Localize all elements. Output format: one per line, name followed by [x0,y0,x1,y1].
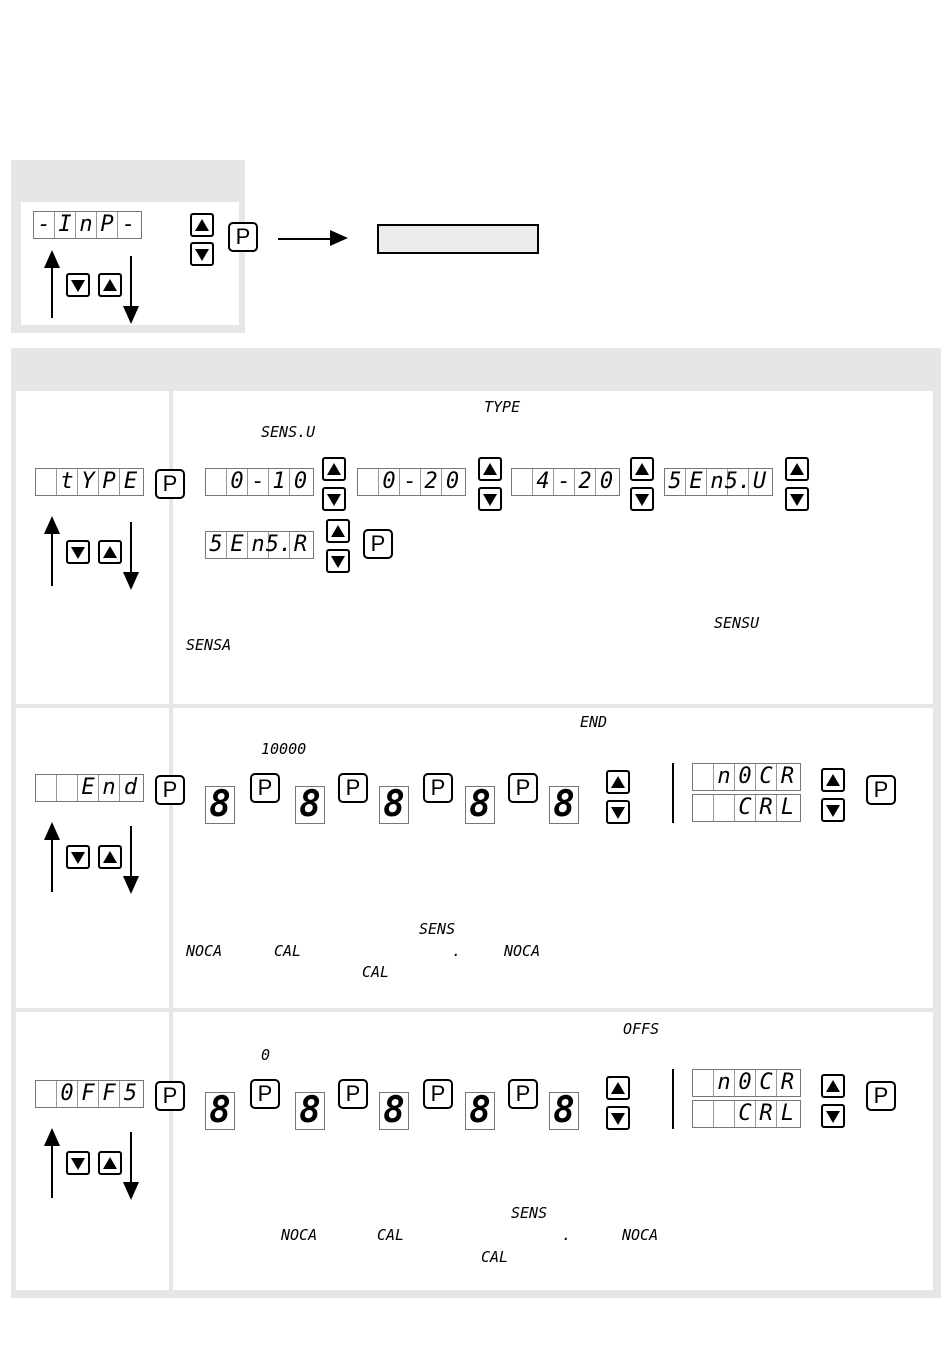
arrow-line [130,522,132,574]
display-digit: L [780,795,795,820]
display-digit [693,1070,714,1096]
offs-display [35,1080,144,1108]
arrow-line [51,838,53,892]
up-key-icon [98,540,122,564]
down-key-icon [66,1151,90,1175]
display-digit: U [752,469,767,494]
display-digit: C [735,1101,756,1127]
note-cal: CAL [274,942,302,960]
display-digit [693,1101,714,1127]
display-digit: 1 [269,469,290,495]
display-digit: 0 [735,764,756,790]
display-digit: 0 [227,469,248,495]
down-key-icon [821,798,845,822]
digit-edit: 8 [295,1092,325,1130]
type-display [35,468,144,496]
display-digit: F [78,1081,99,1107]
display-digit: P [97,212,118,238]
down-key-icon [630,487,654,511]
note-sensu: SENSU [714,614,760,632]
end-mode-noca [692,763,801,791]
type-option-0-20 [357,468,466,496]
p-key-icon: P [155,775,185,805]
type-left-cell [16,391,169,704]
up-key-icon [478,457,502,481]
display-digit: C [756,1070,777,1096]
type-heading: TYPE [484,398,521,416]
display-digit: R [780,764,795,789]
note-cal: CAL [481,1248,509,1266]
arrow-down-icon [123,876,139,894]
display-digit: Y [78,469,99,495]
note-sensa: SENSA [186,636,232,654]
offs-default: 0 [261,1046,271,1064]
display-digit: E [686,469,707,495]
p-key-icon: P [338,1079,368,1109]
separator [672,763,674,823]
display-digit: C [756,764,777,790]
display-digit: E [227,532,248,558]
p-key-icon: P [866,1081,896,1111]
up-key-icon [630,457,654,481]
arrow-line [130,1132,132,1184]
type-option-sensa [205,531,314,559]
digit-edit: 8 [379,786,409,824]
up-key-icon [98,1151,122,1175]
display-digit: 5. [724,469,752,494]
display-digit: 5 [123,1081,138,1106]
display-digit: F [99,1081,120,1107]
digit-edit: 8 [465,786,495,824]
display-digit: C [735,795,756,821]
display-digit: - [34,212,55,238]
up-key-icon [98,273,122,297]
p-key-icon: P [228,222,258,252]
inp-display [33,211,142,239]
end-default: 10000 [261,740,307,758]
down-key-icon [66,845,90,869]
note-noca: NOCA [281,1226,318,1244]
p-key-icon: P [423,1079,453,1109]
up-key-icon [821,1074,845,1098]
note-noca: NOCA [504,942,541,960]
up-key-icon [190,213,214,237]
p-key-icon: P [508,773,538,803]
arrow-line [130,826,132,878]
display-digit: 0 [293,469,308,494]
down-key-icon [326,549,350,573]
display-digit [36,775,57,801]
display-digit [36,469,57,495]
up-key-icon [326,519,350,543]
p-key-icon: P [423,773,453,803]
end-heading: END [580,713,608,731]
end-mode-cal [692,794,801,822]
display-digit [714,795,735,821]
display-digit: R [756,1101,777,1127]
end-display [35,774,144,802]
digit-edit: 8 [549,786,579,824]
display-digit: 2 [421,469,442,495]
arrow-line [51,532,53,586]
p-key-icon: P [155,469,185,499]
display-digit: n [714,764,735,790]
p-key-icon: P [338,773,368,803]
up-key-icon [322,457,346,481]
p-key-icon: P [250,1079,280,1109]
display-digit: P [99,469,120,495]
type-option-4-20 [511,468,620,496]
display-digit: n [714,1070,735,1096]
display-digit [57,775,78,801]
display-digit: 5 [206,532,227,558]
display-digit [512,469,533,495]
offs-mode-noca [692,1069,801,1097]
display-digit: I [55,212,76,238]
display-digit: n [76,212,97,238]
arrow-down-icon [123,1182,139,1200]
end-left-cell [16,708,169,1008]
display-digit: - [121,212,136,237]
up-key-icon [606,770,630,794]
display-digit: - [554,469,575,495]
display-digit: 2 [575,469,596,495]
p-key-icon: P [866,775,896,805]
display-digit: - [248,469,269,495]
display-digit [206,469,227,495]
display-digit: 0 [379,469,400,495]
note-noca: NOCA [622,1226,659,1244]
display-digit: 0 [735,1070,756,1096]
p-key-icon: P [508,1079,538,1109]
note-dot: . [562,1226,572,1244]
display-digit: E [78,775,99,801]
display-digit: 0 [599,469,614,494]
offs-heading: OFFS [623,1020,660,1038]
digit-edit: 8 [295,786,325,824]
display-digit: E [123,469,138,494]
p-key-icon: P [363,529,393,559]
note-cal: CAL [362,963,390,981]
display-digit: d [123,775,138,800]
arrow-right-icon [330,230,348,246]
note-dot: . [452,942,462,960]
up-key-icon [98,845,122,869]
down-key-icon [322,487,346,511]
separator [672,1069,674,1129]
display-digit [693,764,714,790]
digit-edit: 8 [465,1092,495,1130]
offs-right-cell [173,1012,933,1290]
down-key-icon [478,487,502,511]
down-key-icon [66,273,90,297]
arrow-line [278,238,330,240]
note-sens: SENS [511,1204,548,1222]
arrow-line [130,256,132,308]
down-key-icon [606,800,630,824]
digit-edit: 8 [379,1092,409,1130]
display-digit [693,795,714,821]
display-digit: 4 [533,469,554,495]
digit-edit: 8 [205,1092,235,1130]
up-key-icon [821,768,845,792]
display-digit: R [780,1070,795,1095]
display-digit: - [400,469,421,495]
down-key-icon [66,540,90,564]
digit-edit: 8 [205,786,235,824]
display-digit: t [57,469,78,495]
display-digit: 5 [665,469,686,495]
type-option-0-10 [205,468,314,496]
arrow-down-icon [123,572,139,590]
submenu-box [377,224,539,254]
display-digit [36,1081,57,1107]
display-digit: n [99,775,120,801]
digit-edit: 8 [549,1092,579,1130]
display-digit: 0 [57,1081,78,1107]
display-digit [714,1101,735,1127]
down-key-icon [606,1106,630,1130]
type-option-sensu [664,468,773,496]
down-key-icon [821,1104,845,1128]
arrow-line [51,266,53,318]
offs-mode-cal [692,1100,801,1128]
up-key-icon [785,457,809,481]
display-digit: R [756,795,777,821]
offs-left-cell [16,1012,169,1290]
note-cal: CAL [377,1226,405,1244]
type-default: SENS.U [261,423,316,441]
display-digit [358,469,379,495]
note-noca: NOCA [186,942,223,960]
arrow-down-icon [123,306,139,324]
display-digit: n [707,469,728,495]
down-key-icon [785,487,809,511]
arrow-line [51,1144,53,1198]
display-digit: L [780,1101,795,1126]
p-key-icon: P [155,1081,185,1111]
p-key-icon: P [250,773,280,803]
display-digit: R [293,532,308,557]
down-key-icon [190,242,214,266]
note-sens: SENS [419,920,456,938]
display-digit: 0 [445,469,460,494]
up-key-icon [606,1076,630,1100]
display-digit: 5. [265,532,293,557]
display-digit: n [248,532,269,558]
